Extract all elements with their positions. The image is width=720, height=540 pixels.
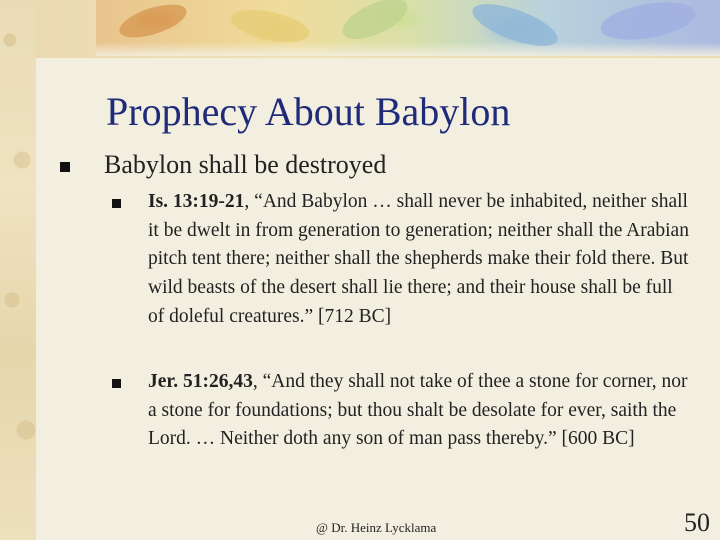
slide-title: Prophecy About Babylon <box>106 89 511 134</box>
square-bullet-icon <box>112 199 121 208</box>
parchment-left-border <box>0 0 36 540</box>
sub-bullet-paragraph <box>148 368 692 454</box>
square-bullet-icon <box>60 162 70 172</box>
quote-text: , “And they shall not take of thee a stone for corner, nor a stone for foundations; but thou shalt be desolate for ever, saith the Lord. … Neither doth any son of man pass thereby.” [600 BC] <box>148 371 688 450</box>
footer-author: @ Dr. Heinz Lycklama <box>316 520 437 535</box>
scripture-reference: Is. 13:19-21 <box>148 191 245 212</box>
page-number: 50 <box>684 508 710 537</box>
sub-bullet-jeremiah <box>112 368 692 454</box>
scripture-reference: Jer. 51:26,43 <box>148 371 253 392</box>
sub-bullet-paragraph <box>148 188 692 332</box>
main-bullet-text: Babylon shall be destroyed <box>104 150 387 179</box>
sub-bullet-isaiah <box>112 188 692 332</box>
square-bullet-icon <box>112 379 121 388</box>
quote-text: , “And Babylon … shall never be inhabited, neither shall it be dwelt in from generation to generation; neither shall the Arabian pitch tent there; neither shall the shepherds make their fold there. But wild beasts of the desert shall lie there; and their house shall be full of doleful creatures.” [712 BC] <box>148 191 689 327</box>
